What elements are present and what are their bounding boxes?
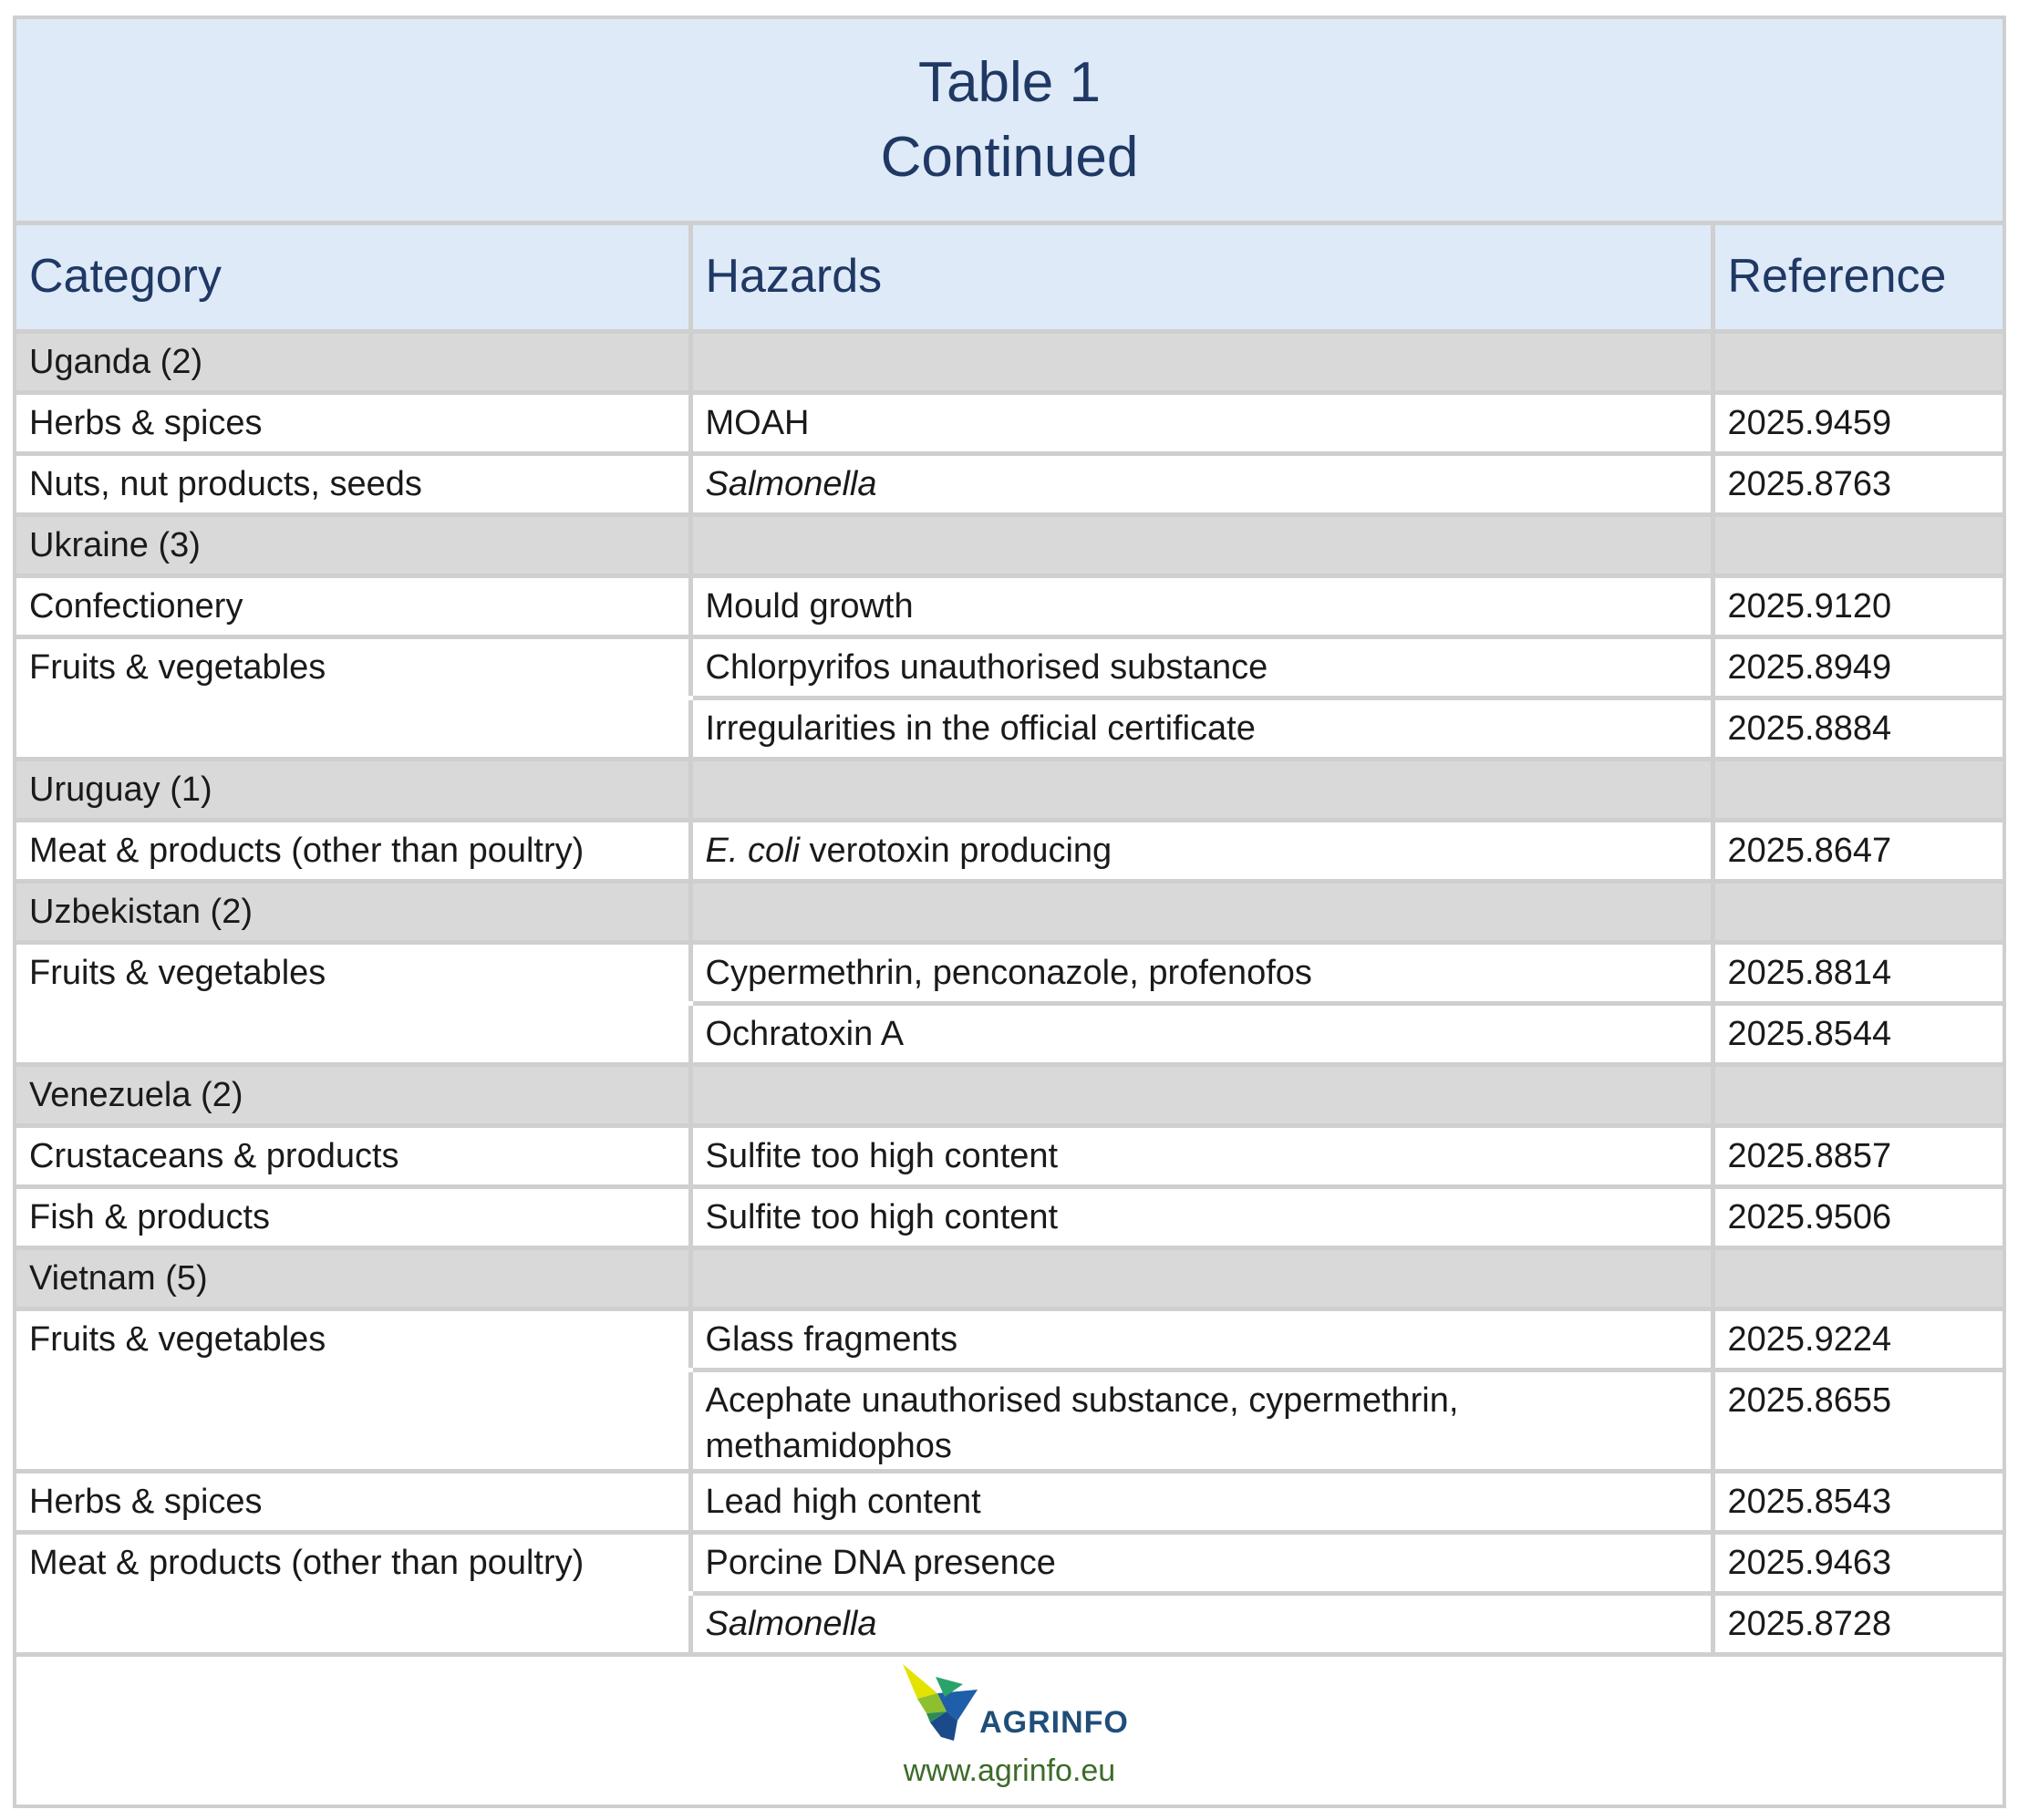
hazard-text: Sulfite too high content [705,1197,1059,1236]
reference-cell: 2025.8655 [1713,1370,2002,1471]
country-empty-cell [1713,881,2002,942]
country-label: Vietnam (5) [16,1247,690,1308]
table-row [16,636,2002,698]
category-cell: Fruits & vegetables [16,942,690,1003]
hazard-cell [690,1186,1713,1247]
table-row [16,698,2002,759]
hazard-italic-text: Salmonella [705,464,877,503]
hazard-cell [690,1003,1713,1064]
country-row [16,514,2002,575]
website-link[interactable]: www.agrinfo.eu [903,1753,1116,1788]
country-empty-cell [690,514,1713,575]
table-row [16,1471,2002,1532]
footer [16,1651,2002,1804]
reference-cell: 2025.9459 [1713,392,2002,453]
reference-cell: 2025.8949 [1713,636,2002,698]
country-label: Uzbekistan (2) [16,881,690,942]
category-cell: Nuts, nut products, seeds [16,453,690,514]
country-row [16,759,2002,820]
table-row [16,820,2002,881]
country-label: Uganda (2) [16,331,690,392]
hazard-cell [690,1471,1713,1532]
country-empty-cell [690,759,1713,820]
table-row [16,1125,2002,1186]
hazard-italic-text: E. coli [705,831,800,870]
hazard-italic-text: Salmonella [705,1604,877,1643]
country-row [16,1247,2002,1308]
hazard-text: MOAH [705,403,810,442]
hazard-cell [690,453,1713,514]
country-empty-cell [1713,331,2002,392]
hazard-text: Ochratoxin A [705,1014,905,1053]
table-title [16,19,2002,225]
hazard-text: Mould growth [705,586,914,626]
country-empty-cell [690,331,1713,392]
table-header-row [16,225,2002,331]
hazard-text: Acephate unauthorised substance, cypermethrin, methamidophos [705,1381,1459,1465]
hazard-cell [690,942,1713,1003]
country-label: Venezuela (2) [16,1064,690,1125]
hazard-text: verotoxin producing [799,831,1112,870]
reference-cell: 2025.9506 [1713,1186,2002,1247]
hazard-cell [690,1125,1713,1186]
hazard-cell [690,1370,1713,1471]
hazard-text: Sulfite too high content [705,1136,1059,1175]
reference-cell: 2025.9120 [1713,575,2002,636]
category-cell: Meat & products (other than poultry) [16,1532,690,1593]
column-header-reference: Reference [1713,225,2002,331]
country-empty-cell [690,1064,1713,1125]
table-row [16,942,2002,1003]
reference-cell: 2025.8763 [1713,453,2002,514]
table-row [16,1308,2002,1370]
table-row [16,453,2002,514]
hazard-text: Porcine DNA presence [705,1543,1056,1582]
country-empty-cell [1713,514,2002,575]
category-cell [16,1593,690,1654]
country-row [16,881,2002,942]
hazard-cell [690,698,1713,759]
hazard-cell [690,392,1713,453]
reference-cell: 2025.8543 [1713,1471,2002,1532]
hazard-cell [690,820,1713,881]
hazard-text: Lead high content [705,1482,981,1521]
country-row [16,331,2002,392]
country-empty-cell [1713,1064,2002,1125]
reference-cell: 2025.8884 [1713,698,2002,759]
category-cell: Crustaceans & products [16,1125,690,1186]
table-frame [13,16,2006,1808]
country-empty-cell [690,1247,1713,1308]
table-row [16,1532,2002,1593]
reference-cell: 2025.8728 [1713,1593,2002,1654]
hazard-cell [690,636,1713,698]
country-label: Uruguay (1) [16,759,690,820]
hazard-cell [690,575,1713,636]
table-title-line1: Table 1 [918,50,1101,114]
column-header-category: Category [16,225,690,331]
table-title-line2: Continued [880,125,1139,189]
table-row [16,575,2002,636]
table-row [16,1593,2002,1654]
category-cell: Herbs & spices [16,392,690,453]
logo-wordmark: AGRINFO [979,1705,1129,1740]
hazard-text: Glass fragments [705,1319,958,1359]
column-header-hazards: Hazards [690,225,1713,331]
country-empty-cell [1713,759,2002,820]
category-cell: Fruits & vegetables [16,636,690,698]
country-label: Ukraine (3) [16,514,690,575]
reference-cell: 2025.8857 [1713,1125,2002,1186]
reference-cell: 2025.9224 [1713,1308,2002,1370]
table-row [16,1370,2002,1471]
country-empty-cell [690,881,1713,942]
category-cell [16,1370,690,1471]
country-row [16,1064,2002,1125]
reference-cell: 2025.8647 [1713,820,2002,881]
table-row [16,1003,2002,1064]
table-row [16,1186,2002,1247]
category-cell: Fruits & vegetables [16,1308,690,1370]
reference-cell: 2025.8544 [1713,1003,2002,1064]
hazard-text: Chlorpyrifos unauthorised substance [705,647,1268,687]
reference-cell: 2025.8814 [1713,942,2002,1003]
category-cell: Meat & products (other than poultry) [16,820,690,881]
hazards-table [16,225,2002,1657]
country-empty-cell [1713,1247,2002,1308]
hazard-text: Irregularities in the official certificate [705,708,1256,748]
agrinfo-logo [890,1657,1129,1746]
category-cell: Herbs & spices [16,1471,690,1532]
category-cell [16,698,690,759]
hazard-cell [690,1532,1713,1593]
category-cell: Confectionery [16,575,690,636]
hazard-cell [690,1593,1713,1654]
category-cell: Fish & products [16,1186,690,1247]
agrinfo-bird-logo-icon [890,1657,985,1746]
table-row [16,392,2002,453]
reference-cell: 2025.9463 [1713,1532,2002,1593]
category-cell [16,1003,690,1064]
hazard-cell [690,1308,1713,1370]
hazard-text: Cypermethrin, penconazole, profenofos [705,953,1312,992]
